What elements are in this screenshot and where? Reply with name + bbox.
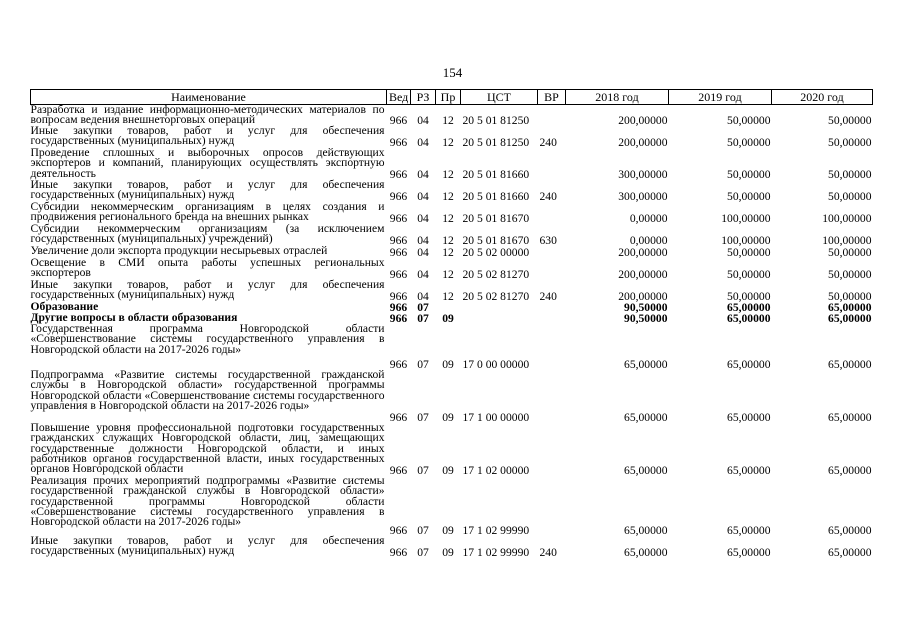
row-rz: 07	[417, 410, 429, 424]
row-2020: 65,00000	[828, 300, 872, 314]
row-pr: 09	[442, 523, 454, 537]
row-ved: 966	[389, 463, 408, 477]
table-row	[31, 224, 873, 246]
row-2020: 100,00000	[822, 233, 872, 247]
header-name: Наименование	[31, 90, 387, 105]
row-rz: 04	[417, 245, 429, 259]
row-vr	[538, 302, 566, 313]
row-rz: 04	[417, 289, 429, 303]
row-name: Увеличение доли экспорта продукции несырьевых отраслей	[30, 244, 328, 257]
row-rz: 07	[417, 357, 429, 371]
row-cst: 17 1 02 99990	[462, 545, 530, 559]
row-2019: 65,00000	[727, 545, 771, 559]
row-name: Проведение сплошных и выборочных опросов действующих экспортеров и компаний, планирующих осуществлять экспортную деятельность	[30, 146, 385, 180]
row-pr: 12	[442, 233, 454, 247]
row-cst	[461, 313, 538, 324]
row-2019: 50,00000	[727, 135, 771, 149]
row-ved: 966	[389, 545, 408, 559]
row-vr	[538, 423, 566, 476]
row-ved: 966	[389, 311, 408, 325]
row-name: Государственная программа Новгородской области «Совершенствование системы государственного управления в Новгородской области на 2017-2026 годы»	[30, 322, 385, 356]
row-2018: 90,50000	[624, 300, 668, 314]
row-vr: 630	[539, 233, 557, 247]
row-name: Повышение уровня профессиональной подготовки государственных гражданских служащих Новгородской области, лиц, замещающих государственные должности Новгородской области, и иных работников органов государственной власти, иных государственных органов Новгородской области	[30, 421, 385, 476]
row-pr: 12	[442, 189, 454, 203]
row-2019: 50,00000	[727, 113, 771, 127]
row-pr: 12	[442, 113, 454, 127]
row-2019: 65,00000	[727, 523, 771, 537]
row-rz: 07	[417, 523, 429, 537]
row-pr: 12	[442, 245, 454, 259]
row-ved: 966	[389, 167, 408, 181]
budget-table	[30, 89, 873, 558]
row-2018: 65,00000	[624, 357, 668, 371]
row-rz: 04	[417, 167, 429, 181]
row-rz: 04	[417, 135, 429, 149]
row-vr	[538, 202, 566, 224]
row-ved: 966	[389, 289, 408, 303]
row-2019: 65,00000	[727, 311, 771, 325]
row-cst: 20 5 01 81250	[462, 113, 530, 127]
row-2019: 50,00000	[727, 167, 771, 181]
row-vr	[538, 246, 566, 258]
row-2019: 100,00000	[721, 233, 771, 247]
row-2019: 65,00000	[727, 410, 771, 424]
row-2019: 50,00000	[727, 267, 771, 281]
row-2020: 50,00000	[828, 267, 872, 281]
row-2020: 65,00000	[828, 545, 872, 559]
table-row	[31, 370, 873, 423]
row-vr: 240	[539, 189, 557, 203]
row-ved: 966	[389, 300, 408, 314]
row-ved: 966	[389, 357, 408, 371]
row-2018: 200,00000	[618, 113, 668, 127]
header-2019: 2019 год	[669, 90, 772, 105]
row-ved: 966	[389, 523, 408, 537]
row-2019: 50,00000	[727, 245, 771, 259]
row-2020: 65,00000	[828, 523, 872, 537]
row-pr: 12	[442, 211, 454, 225]
row-name: Иные закупки товаров, работ и услуг для обеспечения государственных (муниципальных) нужд	[30, 278, 385, 302]
row-cst: 20 5 01 81670	[462, 211, 530, 225]
row-cst: 17 0 00 00000	[462, 357, 530, 371]
row-rz: 04	[417, 267, 429, 281]
row-cst: 20 5 01 81250	[462, 135, 530, 149]
row-pr: 09	[442, 545, 454, 559]
row-vr: 240	[539, 289, 557, 303]
header-2020: 2020 год	[772, 90, 873, 105]
row-vr	[538, 258, 566, 280]
row-ved: 966	[389, 113, 408, 127]
row-2019: 100,00000	[721, 211, 771, 225]
row-pr: 12	[442, 167, 454, 181]
row-cst	[461, 302, 538, 313]
table-row	[31, 324, 873, 370]
row-name: Освещение в СМИ опыта работы успешных региональных экспортеров	[30, 256, 385, 280]
header-vr: ВР	[538, 90, 566, 105]
row-2020: 65,00000	[828, 463, 872, 477]
row-2020: 65,00000	[828, 311, 872, 325]
table-row	[31, 126, 873, 148]
table-row	[31, 280, 873, 302]
row-ved: 966	[389, 410, 408, 424]
row-ved: 966	[389, 189, 408, 203]
row-rz: 04	[417, 233, 429, 247]
row-2020: 65,00000	[828, 410, 872, 424]
row-name: Иные закупки товаров, работ и услуг для обеспечения государственных (муниципальных) нужд	[30, 178, 385, 202]
row-vr	[538, 148, 566, 180]
row-rz: 07	[417, 311, 429, 325]
page-number: 154	[442, 65, 463, 80]
row-2019: 50,00000	[727, 289, 771, 303]
row-pr: 12	[442, 289, 454, 303]
row-rz: 07	[417, 300, 429, 314]
row-2018: 200,00000	[618, 245, 668, 259]
table-row	[31, 536, 873, 558]
row-pr: 09	[442, 410, 454, 424]
row-name: Субсидии некоммерческим организациям в целях создания и продвижения регионального бренда на внешних рынках	[30, 200, 385, 224]
row-cst: 17 1 02 99990	[462, 523, 530, 537]
row-2019: 65,00000	[727, 357, 771, 371]
row-vr	[538, 370, 566, 423]
row-cst: 20 5 01 81660	[462, 167, 530, 181]
row-vr: 240	[539, 135, 557, 149]
row-2019: 65,00000	[727, 300, 771, 314]
row-2018: 65,00000	[624, 463, 668, 477]
table-row	[31, 148, 873, 180]
row-2018: 200,00000	[618, 289, 668, 303]
header-pr: Пр	[436, 90, 461, 105]
row-2019: 50,00000	[727, 189, 771, 203]
row-2020: 50,00000	[828, 245, 872, 259]
row-name: Иные закупки товаров, работ и услуг для обеспечения государственных (муниципальных) нужд	[30, 534, 385, 558]
row-2020: 50,00000	[828, 289, 872, 303]
row-cst: 20 5 01 81670	[462, 233, 530, 247]
row-ved: 966	[389, 233, 408, 247]
row-rz: 04	[417, 113, 429, 127]
row-rz: 04	[417, 189, 429, 203]
row-2018: 0,00000	[629, 211, 668, 225]
row-2018: 65,00000	[624, 523, 668, 537]
table-row	[31, 476, 873, 536]
row-rz: 07	[417, 545, 429, 559]
row-name: Иные закупки товаров, работ и услуг для обеспечения государственных (муниципальных) нужд	[30, 124, 385, 148]
row-vr	[538, 324, 566, 370]
row-pr: 12	[442, 135, 454, 149]
row-cst: 17 1 00 00000	[462, 410, 530, 424]
row-2018: 65,00000	[624, 545, 668, 559]
row-2018: 300,00000	[618, 167, 668, 181]
row-cst: 20 5 02 81270	[462, 289, 530, 303]
row-2020: 50,00000	[828, 167, 872, 181]
row-2020: 50,00000	[828, 135, 872, 149]
table-row	[31, 180, 873, 202]
row-pr: 09	[442, 463, 454, 477]
row-ved: 966	[389, 135, 408, 149]
row-cst: 20 5 02 00000	[462, 245, 530, 259]
row-2018: 200,00000	[618, 267, 668, 281]
row-2018: 0,00000	[629, 233, 668, 247]
header-2018: 2018 год	[566, 90, 669, 105]
row-2020: 65,00000	[828, 357, 872, 371]
row-2020: 100,00000	[822, 211, 872, 225]
row-vr	[538, 476, 566, 536]
row-name: Субсидии некоммерческим организациям (за исключением государственных (муниципальных) учреждений)	[30, 222, 385, 246]
table-row	[31, 202, 873, 224]
row-rz: 07	[417, 463, 429, 477]
row-vr	[538, 313, 566, 324]
row-vr	[538, 105, 566, 127]
row-name: Разработка и издание информационно-методических материалов по вопросам ведения внешнеторговых операций	[30, 103, 385, 127]
row-cst: 20 5 02 81270	[462, 267, 530, 281]
row-name: Другие вопросы в области образования	[30, 311, 238, 324]
header-ved: Вед	[387, 90, 411, 105]
header-rz: РЗ	[411, 90, 436, 105]
row-ved: 966	[389, 267, 408, 281]
row-2018: 90,50000	[624, 311, 668, 325]
row-name: Реализация прочих мероприятий подпрограммы «Развитие системы государственной гражданской службы в Новгородской области» государственной программы Новгородской области «Совершенствование системы государственного управления в Новгородской области на 2017-2026 годы»	[30, 474, 385, 529]
row-name: Образование	[30, 300, 99, 313]
row-2020: 50,00000	[828, 113, 872, 127]
row-pr: 12	[442, 267, 454, 281]
row-rz: 04	[417, 211, 429, 225]
row-ved: 966	[389, 211, 408, 225]
row-2018: 65,00000	[624, 410, 668, 424]
row-2019: 65,00000	[727, 463, 771, 477]
table-row	[31, 105, 873, 127]
row-2018: 200,00000	[618, 135, 668, 149]
row-ved: 966	[389, 245, 408, 259]
row-pr: 09	[442, 311, 454, 325]
table-row	[31, 258, 873, 280]
header-cst: ЦСТ	[461, 90, 538, 105]
row-pr: 09	[442, 357, 454, 371]
row-cst: 20 5 01 81660	[462, 189, 530, 203]
row-2020: 50,00000	[828, 189, 872, 203]
row-name: Подпрограмма «Развитие системы государственной гражданской службы в Новгородской области» государственной программы Новгородской области «Совершенствование системы государственного управления в Новгородской области на 2017-2026 годы»	[30, 368, 385, 412]
row-cst: 17 1 02 00000	[462, 463, 530, 477]
row-2018: 300,00000	[618, 189, 668, 203]
table-row	[31, 423, 873, 476]
row-vr: 240	[539, 545, 557, 559]
